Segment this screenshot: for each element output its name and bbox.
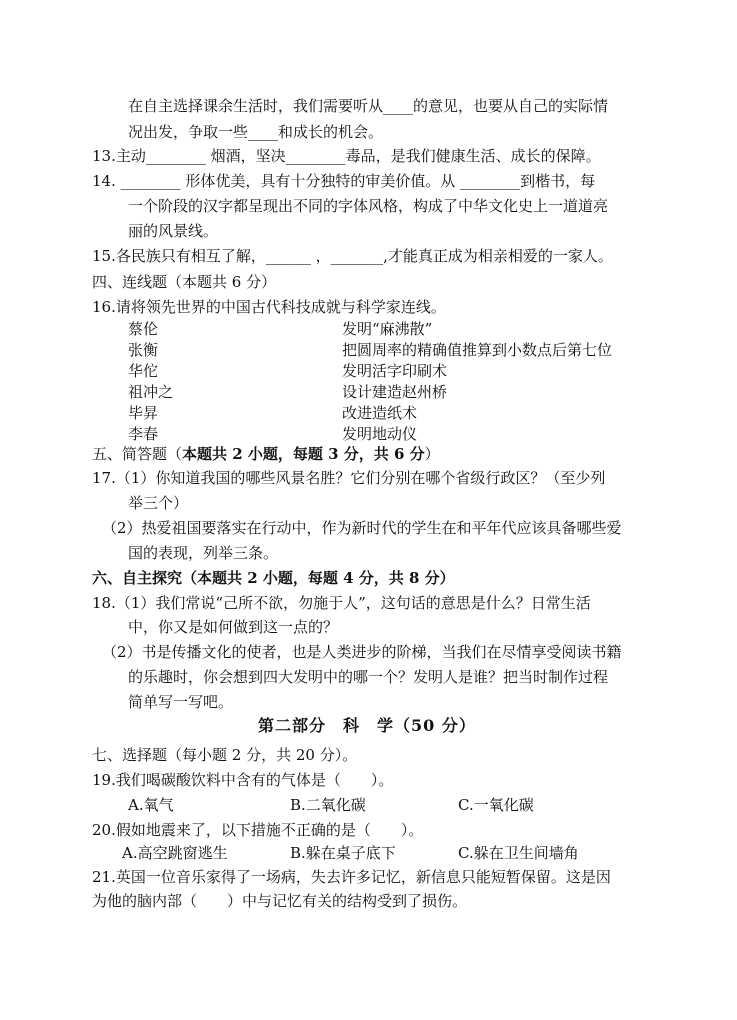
question-13: 13.主动________ 烟酒，坚决________毒品，是我们健康生活、成长的保障。 (92, 147, 601, 165)
achievement-item: 把圆周率的精确值推算到小数点后第七位 (342, 341, 613, 359)
question-21-line-1: 21.英国一位音乐家得了一场病，失去许多记忆，新信息只能短暂保留。这是因 (92, 868, 611, 886)
q20-option-a: A.高空跳窗逃生 (122, 844, 228, 862)
achievement-item: 改进造纸术 (342, 404, 418, 422)
question-14-line-3: 丽的风景线。 (128, 222, 219, 240)
section-7-heading: 七、选择题（每小题 2 分，共 20 分）。 (92, 746, 358, 764)
q20-option-b: B.躲在桌子底下 (290, 844, 396, 862)
achievement-item: 发明地动仪 (342, 425, 418, 443)
scientist-item: 蔡伦 (128, 320, 159, 338)
section-6-heading: 六、自主探究（本题共 2 小题，每题 4 分，共 8 分） (92, 569, 455, 587)
q20-option-c: C.躲在卫生间墙角 (458, 844, 579, 862)
question-14-line-1: 14. ________ 形体优美，具有十分独特的审美价值。从 ________到楷书，每 (92, 172, 596, 190)
q19-option-c: C.一氧化碳 (458, 796, 534, 814)
section-5-close: ） (424, 445, 440, 463)
section-5-label: 五、简答题（ (92, 445, 183, 463)
question-20: 20.假如地震来了，以下措施不正确的是（ ）。 (92, 821, 424, 839)
question-15: 15.各民族只有相互了解，______ ，_______,才能真正成为相亲相爱的一家人。 (92, 247, 613, 265)
question-18-part-2-line-3: 简单写一写吧。 (128, 693, 234, 711)
question-17-part-2-line-2: 国的表现，列举三条。 (128, 544, 279, 562)
q19-option-b: B.二氧化碳 (290, 796, 366, 814)
q19-option-a: A.氧气 (128, 796, 174, 814)
question-18-part-2-line-2: 的乐趣时，你会想到四大发明中的哪一个？发明人是谁？把当时制作过程 (128, 668, 609, 686)
scientist-item: 李春 (128, 425, 159, 443)
question-19: 19.我们喝碳酸饮料中含有的气体是（ ）。 (92, 771, 394, 789)
question-17-part-1-line-2: 举三个） (128, 494, 189, 512)
part-2-title: 第二部分 科 学（50 分） (258, 716, 476, 735)
question-18-part-1-line-2: 中，你又是如何做到这一点的？ (128, 618, 339, 636)
scientist-item: 毕昇 (128, 404, 159, 422)
section-5-detail: 本题共 2 小题，每题 3 分，共 6 分 (182, 445, 425, 463)
achievement-item: 设计建造赵州桥 (342, 383, 448, 401)
scientist-item: 华佗 (128, 362, 159, 380)
question-17-part-2-line-1: （2）热爱祖国要落实在行动中，作为新时代的学生在和平年代应该具备哪些爱 (102, 519, 622, 537)
question-16: 16.请将领先世界的中国古代科技成就与科学家连线。 (92, 298, 446, 316)
scientist-item: 祖冲之 (128, 383, 174, 401)
achievement-item: 发明活字印刷术 (342, 362, 448, 380)
question-18-part-1-line-1: 18.（1）我们常说“己所不欲，勿施于人”，这句话的意思是什么？日常生活 (92, 594, 591, 612)
section-4-heading: 四、连线题（本题共 6 分） (92, 273, 277, 291)
q12-line-2: 况出发，争取一些____和成长的机会。 (128, 123, 384, 141)
question-17-part-1-line-1: 17.（1）你知道我国的哪些风景名胜？它们分别在哪个省级行政区？（至少列 (92, 469, 606, 487)
section-5-heading (92, 444, 440, 464)
question-14-line-2: 一个阶段的汉字都呈现出不同的字体风格，构成了中华文化史上一道道亮 (128, 197, 609, 215)
scientist-item: 张衡 (128, 341, 159, 359)
q12-line-1: 在自主选择课余生活时，我们需要听从____的意见，也要从自己的实际情 (128, 97, 609, 115)
question-21-line-2: 为他的脑内部（ ）中与记忆有关的结构受到了损伤。 (92, 892, 468, 910)
achievement-item: 发明“麻沸散” (342, 320, 433, 338)
question-18-part-2-line-1: （2）书是传播文化的使者，也是人类进步的阶梯，当我们在尽情享受阅读书籍 (102, 643, 622, 661)
